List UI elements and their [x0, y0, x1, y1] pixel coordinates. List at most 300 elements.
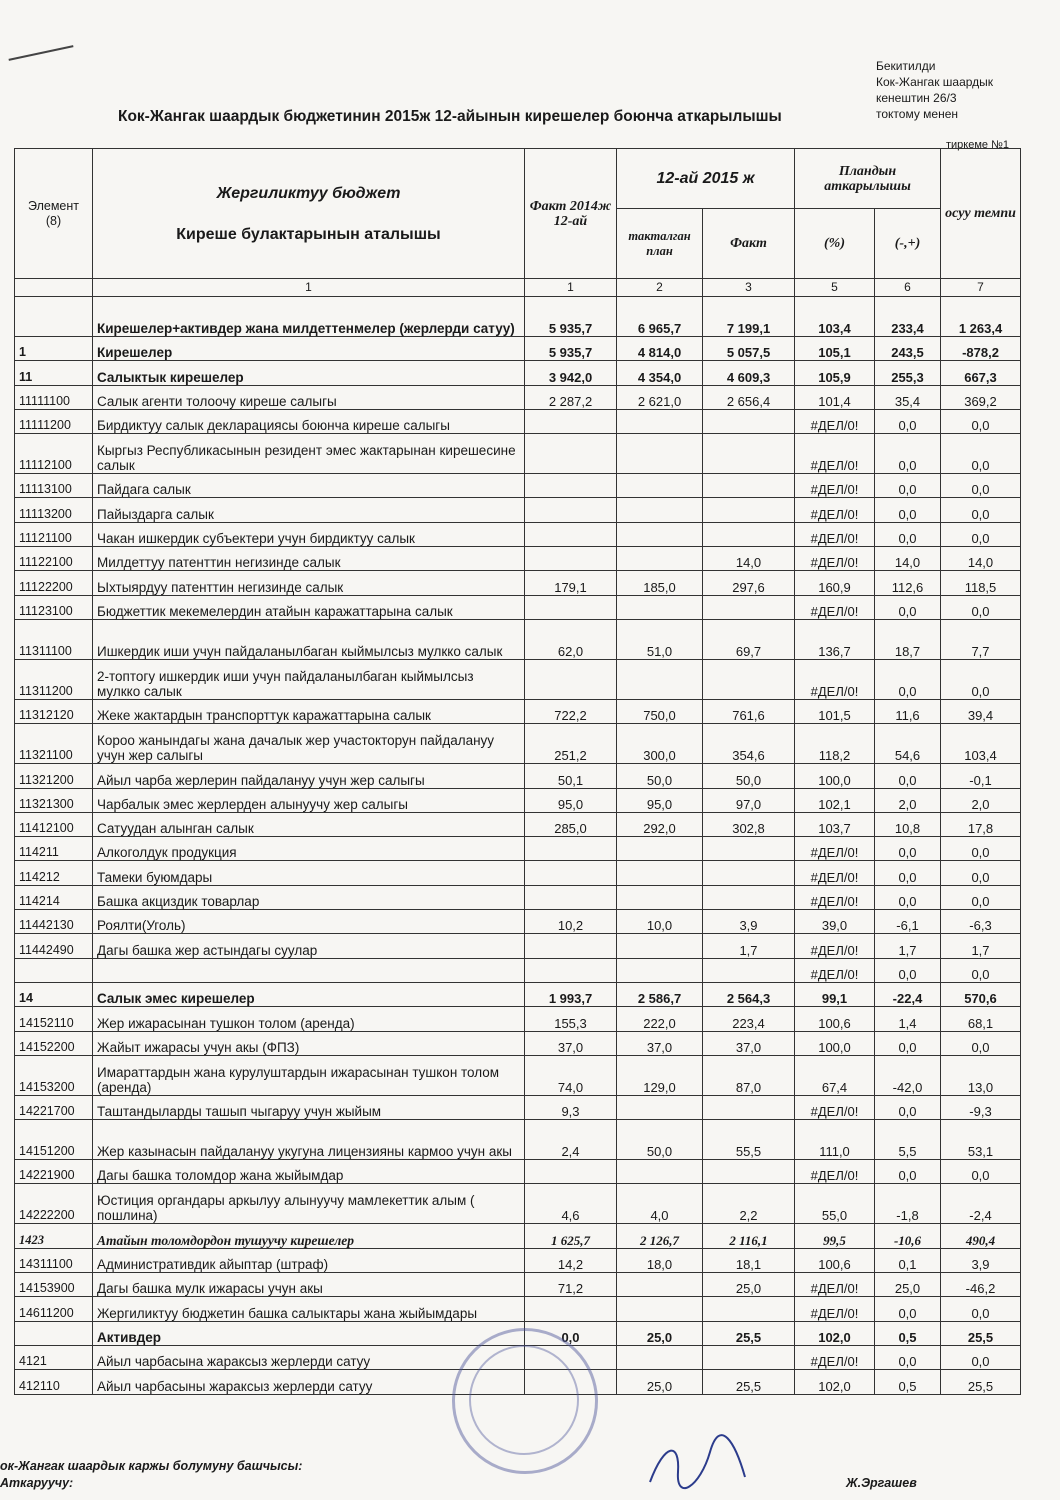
row-fact: 37,0: [703, 1031, 795, 1055]
row-diff: 0,0: [875, 522, 941, 546]
table-row: [15, 409, 1021, 433]
row-plan: 300,0: [617, 724, 703, 764]
row-percent: 99,5: [795, 1224, 875, 1248]
row-fact: 302,8: [703, 812, 795, 836]
row-name: Алкоголдук продукция: [93, 837, 525, 861]
row-plan: [617, 1297, 703, 1321]
row-diff: 0,0: [875, 409, 941, 433]
row-plan: 2 621,0: [617, 385, 703, 409]
row-code: 11311200: [15, 659, 93, 699]
row-fact: [703, 885, 795, 909]
table-row: [15, 1120, 1021, 1160]
row-fact-2014: 2,4: [525, 1120, 617, 1160]
row-plan: [617, 409, 703, 433]
row-name: Чарбалык эмес жерлерден алынуучу жер салыгы: [93, 788, 525, 812]
row-fact: [703, 409, 795, 433]
table-row: [15, 982, 1021, 1006]
table-row: [15, 434, 1021, 474]
row-growth: 667,3: [941, 361, 1021, 385]
row-fact-2014: 722,2: [525, 699, 617, 723]
row-growth: 570,6: [941, 982, 1021, 1006]
row-growth: 1,7: [941, 934, 1021, 958]
row-fact-2014: 10,2: [525, 910, 617, 934]
row-name: Роялти(Уголь): [93, 910, 525, 934]
row-code: 11121100: [15, 522, 93, 546]
approval-line: кенештин 26/3: [876, 91, 957, 105]
header-period: 12-ай 2015 ж: [617, 149, 795, 209]
header-growth: осуу темпи: [941, 149, 1021, 279]
row-name: Кирешелер+активдер жана милдеттенмелер (жерлерди сатуу): [93, 297, 525, 337]
row-percent: #ДЕЛ/0!: [795, 837, 875, 861]
row-name: Дагы башка мулк ижарасы учун акы: [93, 1273, 525, 1297]
row-code: 11442490: [15, 934, 93, 958]
row-fact: 297,6: [703, 571, 795, 595]
index-cell: 6: [875, 279, 941, 297]
row-growth: 3,9: [941, 1248, 1021, 1272]
row-percent: #ДЕЛ/0!: [795, 547, 875, 571]
row-growth: -9,3: [941, 1095, 1021, 1119]
row-fact: [703, 595, 795, 619]
row-growth: 2,0: [941, 788, 1021, 812]
row-fact-2014: [525, 934, 617, 958]
table-row: [15, 522, 1021, 546]
row-plan: [617, 885, 703, 909]
row-percent: 100,6: [795, 1248, 875, 1272]
row-fact-2014: 37,0: [525, 1031, 617, 1055]
row-code: 114211: [15, 837, 93, 861]
row-growth: 369,2: [941, 385, 1021, 409]
row-percent: 102,0: [795, 1321, 875, 1345]
row-name: Айыл чарбасына жараксыз жерлерди сатуу: [93, 1345, 525, 1369]
footer-signer-name: Ж.Эргашев: [846, 1476, 917, 1490]
row-name: Дагы башка жер астындагы суулар: [93, 934, 525, 958]
row-growth: 13,0: [941, 1055, 1021, 1095]
table-row: [15, 498, 1021, 522]
row-name: Кирешелер: [93, 337, 525, 361]
row-code: [15, 1321, 93, 1345]
row-plan: 185,0: [617, 571, 703, 595]
row-name: Милдеттуу патенттин негизинде салык: [93, 547, 525, 571]
approval-line: Бекитилди: [876, 59, 936, 73]
row-diff: 0,0: [875, 434, 941, 474]
row-fact: [703, 837, 795, 861]
header-source-title: Киреше булактарынын аталышы: [176, 225, 441, 243]
row-fact-2014: 0,0: [525, 1321, 617, 1345]
row-growth: 1 263,4: [941, 297, 1021, 337]
row-fact: 18,1: [703, 1248, 795, 1272]
row-percent: 99,1: [795, 982, 875, 1006]
row-plan: 50,0: [617, 1120, 703, 1160]
row-percent: #ДЕЛ/0!: [795, 934, 875, 958]
row-diff: 18,7: [875, 619, 941, 659]
row-diff: 0,0: [875, 595, 941, 619]
row-diff: 0,0: [875, 885, 941, 909]
row-fact-2014: 4,6: [525, 1184, 617, 1224]
header-fact: Факт: [703, 209, 795, 279]
row-fact-2014: [525, 595, 617, 619]
row-diff: 1,4: [875, 1007, 941, 1031]
row-name: Салыктык кирешелер: [93, 361, 525, 385]
row-percent: 102,1: [795, 788, 875, 812]
row-fact: 354,6: [703, 724, 795, 764]
row-code: 14153200: [15, 1055, 93, 1095]
row-plan: 18,0: [617, 1248, 703, 1272]
row-code: 14152200: [15, 1031, 93, 1055]
row-fact: 25,5: [703, 1370, 795, 1394]
row-plan: 25,0: [617, 1370, 703, 1394]
row-code: 11113200: [15, 498, 93, 522]
row-diff: 0,0: [875, 958, 941, 982]
approval-line: токтому менен: [876, 107, 959, 121]
row-code: 11312120: [15, 699, 93, 723]
table-row: [15, 385, 1021, 409]
table-row: [15, 1297, 1021, 1321]
row-plan: 51,0: [617, 619, 703, 659]
row-fact-2014: [525, 1160, 617, 1184]
row-plan: 6 965,7: [617, 297, 703, 337]
row-name: Бирдиктуу салык декларациясы боюнча киреше салыгы: [93, 409, 525, 433]
row-fact-2014: [525, 1297, 617, 1321]
row-code: 11321300: [15, 788, 93, 812]
row-fact: 2 564,3: [703, 982, 795, 1006]
row-diff: 11,6: [875, 699, 941, 723]
row-percent: #ДЕЛ/0!: [795, 1345, 875, 1369]
row-diff: 0,0: [875, 1160, 941, 1184]
row-code: 11123100: [15, 595, 93, 619]
row-fact: [703, 1297, 795, 1321]
row-fact: 7 199,1: [703, 297, 795, 337]
row-percent: #ДЕЛ/0!: [795, 861, 875, 885]
row-fact: 14,0: [703, 547, 795, 571]
row-fact-2014: [525, 434, 617, 474]
row-growth: 0,0: [941, 837, 1021, 861]
row-plan: 4,0: [617, 1184, 703, 1224]
row-diff: 233,4: [875, 297, 941, 337]
row-code: 114214: [15, 885, 93, 909]
row-name: Таштандыларды ташып чыгаруу учун жыйым: [93, 1095, 525, 1119]
row-name: Юстиция органдары аркылуу алынуучу мамлекеттик алым ( пошлина): [93, 1184, 525, 1224]
row-name: Дагы башка толомдор жана жыйымдар: [93, 1160, 525, 1184]
row-growth: 25,5: [941, 1370, 1021, 1394]
row-growth: 0,0: [941, 498, 1021, 522]
row-fact: 50,0: [703, 764, 795, 788]
row-fact-2014: 1 993,7: [525, 982, 617, 1006]
row-fact: 2 656,4: [703, 385, 795, 409]
row-fact: [703, 1160, 795, 1184]
index-cell: 7: [941, 279, 1021, 297]
header-element: Элемент (8): [15, 149, 93, 279]
row-plan: [617, 934, 703, 958]
row-growth: 0,0: [941, 861, 1021, 885]
row-growth: 0,0: [941, 409, 1021, 433]
row-plan: 750,0: [617, 699, 703, 723]
row-fact-2014: [525, 409, 617, 433]
row-fact: [703, 1095, 795, 1119]
row-name: Чакан ишкердик субъектери учун бирдиктуу салык: [93, 522, 525, 546]
row-plan: [617, 434, 703, 474]
table-row: [15, 699, 1021, 723]
row-code: 11321200: [15, 764, 93, 788]
row-fact-2014: 50,1: [525, 764, 617, 788]
row-fact-2014: 71,2: [525, 1273, 617, 1297]
row-code: 4121: [15, 1345, 93, 1369]
row-fact-2014: [525, 547, 617, 571]
row-percent: 111,0: [795, 1120, 875, 1160]
row-code: 14153900: [15, 1273, 93, 1297]
row-percent: 55,0: [795, 1184, 875, 1224]
row-plan: 292,0: [617, 812, 703, 836]
row-growth: 0,0: [941, 522, 1021, 546]
row-plan: [617, 837, 703, 861]
header-budget: [93, 149, 525, 279]
header-plan-execution: Пландын аткарылышы: [795, 149, 941, 209]
row-code: 11412100: [15, 812, 93, 836]
row-diff: 0,0: [875, 1345, 941, 1369]
row-name: Атайын толомдордон тушуучу кирешелер: [93, 1224, 525, 1248]
row-growth: 14,0: [941, 547, 1021, 571]
row-percent: #ДЕЛ/0!: [795, 1297, 875, 1321]
row-plan: 25,0: [617, 1321, 703, 1345]
table-row: [15, 1007, 1021, 1031]
row-code: 11111200: [15, 409, 93, 433]
row-percent: 100,0: [795, 1031, 875, 1055]
row-name: Имараттардын жана курулуштардын ижарасынан тушкон толом (аренда): [93, 1055, 525, 1095]
row-name: Пайдага салык: [93, 474, 525, 498]
row-plan: 37,0: [617, 1031, 703, 1055]
row-percent: 103,4: [795, 297, 875, 337]
row-code: 11112100: [15, 434, 93, 474]
row-fact-2014: [525, 861, 617, 885]
row-plan: 222,0: [617, 1007, 703, 1031]
row-diff: 35,4: [875, 385, 941, 409]
row-diff: 0,0: [875, 498, 941, 522]
row-growth: 0,0: [941, 1345, 1021, 1369]
row-name: [93, 958, 525, 982]
row-diff: 0,0: [875, 837, 941, 861]
row-code: 11122100: [15, 547, 93, 571]
row-growth: 7,7: [941, 619, 1021, 659]
row-code: 14: [15, 982, 93, 1006]
row-fact-2014: 74,0: [525, 1055, 617, 1095]
row-fact: 223,4: [703, 1007, 795, 1031]
row-fact: 4 609,3: [703, 361, 795, 385]
table-row: [15, 885, 1021, 909]
approval-line: Кок-Жангак шаардык: [876, 75, 994, 89]
table-row: [15, 571, 1021, 595]
row-plan: [617, 498, 703, 522]
row-growth: -2,4: [941, 1184, 1021, 1224]
row-name: Айыл чарба жерлерин пайдалануу учун жер салыгы: [93, 764, 525, 788]
table-row: [15, 547, 1021, 571]
row-plan: [617, 595, 703, 619]
row-fact: 3,9: [703, 910, 795, 934]
row-fact: 761,6: [703, 699, 795, 723]
row-name: Жеке жактардын транспорттук каражаттарына салык: [93, 699, 525, 723]
row-diff: 0,5: [875, 1370, 941, 1394]
row-percent: 103,7: [795, 812, 875, 836]
row-fact-2014: 62,0: [525, 619, 617, 659]
row-name: Салык эмес кирешелер: [93, 982, 525, 1006]
row-growth: 0,0: [941, 595, 1021, 619]
row-percent: #ДЕЛ/0!: [795, 958, 875, 982]
row-diff: 0,0: [875, 659, 941, 699]
row-fact-2014: 2 287,2: [525, 385, 617, 409]
table-row: [15, 1224, 1021, 1248]
header-budget-title: Жергиликтуу бюджет: [216, 184, 401, 202]
row-fact-2014: 95,0: [525, 788, 617, 812]
row-fact-2014: 1 625,7: [525, 1224, 617, 1248]
row-fact-2014: 285,0: [525, 812, 617, 836]
row-fact-2014: [525, 659, 617, 699]
row-fact-2014: 5 935,7: [525, 297, 617, 337]
row-growth: 490,4: [941, 1224, 1021, 1248]
row-code: 412110: [15, 1370, 93, 1394]
row-name: Тамеки буюмдары: [93, 861, 525, 885]
official-stamp-icon: [452, 1328, 598, 1474]
row-name: Жер ижарасынан тушкон толом (аренда): [93, 1007, 525, 1031]
row-percent: #ДЕЛ/0!: [795, 1160, 875, 1184]
row-plan: [617, 1273, 703, 1297]
row-plan: 129,0: [617, 1055, 703, 1095]
row-fact-2014: [525, 522, 617, 546]
row-fact: [703, 1345, 795, 1369]
index-row: [15, 279, 1021, 297]
table-row: [15, 1095, 1021, 1119]
row-plan: [617, 1095, 703, 1119]
index-cell: 3: [703, 279, 795, 297]
row-name: Пайыздарга салык: [93, 498, 525, 522]
row-diff: 0,0: [875, 1031, 941, 1055]
row-code: 11113100: [15, 474, 93, 498]
row-percent: 105,9: [795, 361, 875, 385]
row-diff: 112,6: [875, 571, 941, 595]
row-fact: 25,0: [703, 1273, 795, 1297]
index-cell: 1: [525, 279, 617, 297]
row-percent: #ДЕЛ/0!: [795, 595, 875, 619]
row-name: Башка акциздик товарлар: [93, 885, 525, 909]
row-fact-2014: 14,2: [525, 1248, 617, 1272]
row-diff: 243,5: [875, 337, 941, 361]
row-percent: #ДЕЛ/0!: [795, 474, 875, 498]
row-diff: 1,7: [875, 934, 941, 958]
row-fact: 87,0: [703, 1055, 795, 1095]
row-diff: 0,0: [875, 474, 941, 498]
row-fact: 55,5: [703, 1120, 795, 1160]
row-growth: 53,1: [941, 1120, 1021, 1160]
row-percent: 160,9: [795, 571, 875, 595]
row-fact: [703, 498, 795, 522]
row-percent: #ДЕЛ/0!: [795, 885, 875, 909]
row-diff: -10,6: [875, 1224, 941, 1248]
row-fact-2014: [525, 885, 617, 909]
row-plan: [617, 958, 703, 982]
row-diff: 5,5: [875, 1120, 941, 1160]
table-row: [15, 595, 1021, 619]
row-name: Сатуудан алынган салык: [93, 812, 525, 836]
row-fact: 25,5: [703, 1321, 795, 1345]
row-diff: 0,0: [875, 1297, 941, 1321]
table-row: [15, 1055, 1021, 1095]
table-row: [15, 361, 1021, 385]
row-fact-2014: 155,3: [525, 1007, 617, 1031]
pen-mark: [9, 45, 74, 61]
row-code: 11122200: [15, 571, 93, 595]
index-cell: 2: [617, 279, 703, 297]
row-plan: [617, 1160, 703, 1184]
row-percent: 100,0: [795, 764, 875, 788]
row-code: 114212: [15, 861, 93, 885]
row-code: 11111100: [15, 385, 93, 409]
row-percent: 136,7: [795, 619, 875, 659]
row-percent: #ДЕЛ/0!: [795, 434, 875, 474]
row-fact-2014: 9,3: [525, 1095, 617, 1119]
table-row: [15, 1273, 1021, 1297]
table-row: [15, 659, 1021, 699]
row-fact: 2 116,1: [703, 1224, 795, 1248]
row-growth: 118,5: [941, 571, 1021, 595]
table-body: [15, 297, 1021, 1395]
row-diff: -22,4: [875, 982, 941, 1006]
row-percent: #ДЕЛ/0!: [795, 659, 875, 699]
row-diff: 0,1: [875, 1248, 941, 1272]
row-diff: 10,8: [875, 812, 941, 836]
row-fact: 2,2: [703, 1184, 795, 1224]
row-plan: [617, 659, 703, 699]
row-plan: 95,0: [617, 788, 703, 812]
row-growth: 0,0: [941, 1297, 1021, 1321]
row-diff: -42,0: [875, 1055, 941, 1095]
row-code: 14151200: [15, 1120, 93, 1160]
row-percent: #ДЕЛ/0!: [795, 498, 875, 522]
row-fact-2014: [525, 498, 617, 522]
row-growth: 0,0: [941, 659, 1021, 699]
row-fact: 69,7: [703, 619, 795, 659]
table-row: [15, 1184, 1021, 1224]
table-row: [15, 337, 1021, 361]
row-diff: 255,3: [875, 361, 941, 385]
row-code: 11311100: [15, 619, 93, 659]
row-fact: [703, 659, 795, 699]
row-name: Бюджеттик мекемелердин атайын каражаттарына салык: [93, 595, 525, 619]
table-row: [15, 297, 1021, 337]
row-percent: 118,2: [795, 724, 875, 764]
row-code: 14611200: [15, 1297, 93, 1321]
row-percent: 100,6: [795, 1007, 875, 1031]
row-growth: 0,0: [941, 885, 1021, 909]
row-fact: 1,7: [703, 934, 795, 958]
table-row: [15, 724, 1021, 764]
row-name: Кыргыз Республикасынын резидент эмес жактарынан кирешесине салык: [93, 434, 525, 474]
row-code: 14152110: [15, 1007, 93, 1031]
table-row: [15, 788, 1021, 812]
row-name: Айыл чарбасыны жараксыз жерлерди сатуу: [93, 1370, 525, 1394]
row-diff: -1,8: [875, 1184, 941, 1224]
approval-block: [876, 58, 993, 122]
row-code: 11442130: [15, 910, 93, 934]
header-diff: (-,+): [875, 209, 941, 279]
row-fact: [703, 958, 795, 982]
row-percent: 101,4: [795, 385, 875, 409]
row-fact-2014: 5 935,7: [525, 337, 617, 361]
row-code: 11: [15, 361, 93, 385]
row-plan: 2 586,7: [617, 982, 703, 1006]
row-name: Административдик айыптар (штраф): [93, 1248, 525, 1272]
row-plan: [617, 861, 703, 885]
row-fact-2014: [525, 958, 617, 982]
row-growth: -6,3: [941, 910, 1021, 934]
row-plan: [617, 474, 703, 498]
row-name: 2-топтогу ишкердик иши учун пайдаланылбаган кыймылсыз мулкко салык: [93, 659, 525, 699]
